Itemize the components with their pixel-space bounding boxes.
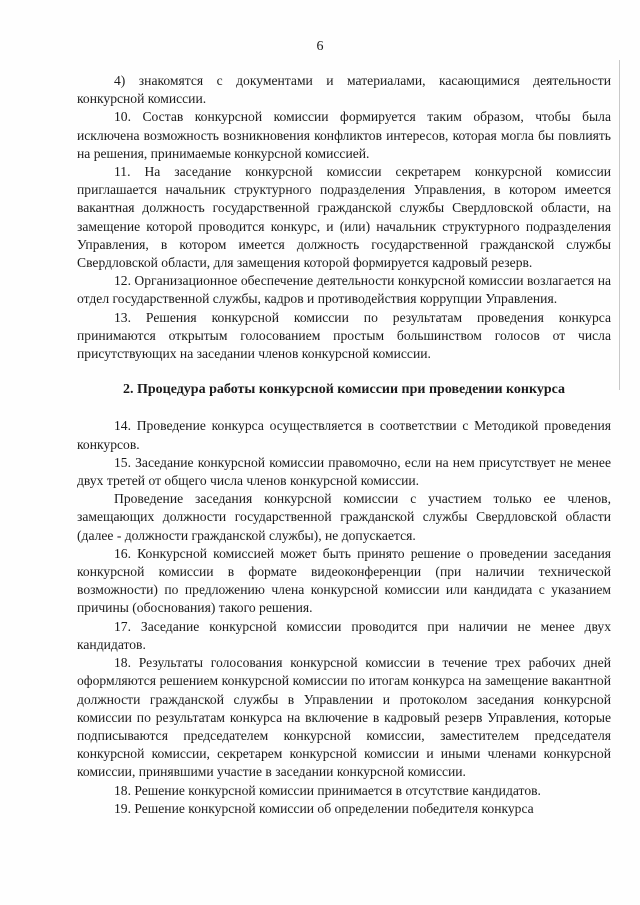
paragraph-14: 14. Проведение конкурса осуществляется в соответствии с Методикой проведения конкурсов. bbox=[77, 418, 611, 452]
section-heading: 2. Процедура работы конкурсной комиссии при проведении конкурса bbox=[122, 382, 566, 398]
paragraph-12: 12. Организационное обеспечение деятельности конкурсной комиссии возлагается на отдел государственной службы, кадров и противодействия коррупции Управления. bbox=[77, 273, 612, 307]
paragraph-18-second: 18. Решение конкурсной комиссии принимается в отсутствие кандидатов. bbox=[114, 782, 541, 798]
paragraph-17: 17. Заседание конкурсной комиссии проводится при наличии не менее двух кандидатов. bbox=[77, 618, 611, 652]
scan-edge-line bbox=[619, 60, 620, 390]
paragraph-15: 15. Заседание конкурсной комиссии правомочно, если на нем присутствует не менее двух третей от общего числа членов конкурсной комиссии. bbox=[77, 454, 611, 489]
paragraph-item-4: 4) знакомятся с документами и материалами, касающимися деятельности конкурсной комиссии. bbox=[77, 73, 611, 107]
paragraph-13: 13. Решения конкурсной комиссии по результатам проведения конкурса принимаются открытым голосованием простым большинством голосов от числа присутствующих на заседании членов конкурсной комиссии. bbox=[77, 309, 611, 362]
paragraph-19: 19. Решение конкурсной комиссии об определении победителя конкурса bbox=[114, 800, 534, 816]
paragraph-16: 16. Конкурсной комиссией может быть принято решение о проведении заседания конкурсной комиссии в формате видеоконференции (при наличии технической возможности) по предложению члена конкурсной комиссии или кандидата с указанием причины (обоснования) такого решения. bbox=[77, 545, 611, 616]
document-body bbox=[77, 72, 611, 818]
paragraph-10: 10. Состав конкурсной комиссии формируется таким образом, чтобы была исключена возможность возникновения конфликтов интересов, которая могла бы повлиять на решения, принимаемые конкурсной комиссией. bbox=[77, 109, 611, 161]
page-number: 6 bbox=[316, 39, 324, 54]
paragraph-15-continued: Проведение заседания конкурсной комиссии с участием только ее членов, замещающих должности государственной гражданской службы Свердловской области (далее - должности гражданской службы), не допускается. bbox=[77, 491, 611, 543]
paragraph-18: 18. Результаты голосования конкурсной комиссии в течение трех рабочих дней оформляются решением конкурсной комиссии по итогам конкурса на замещение вакантной должности гражданской службы в Управлении и протоколом заседания конкурсной комиссии по результатам конкурса на включение в кадровый резерв Управления, которые подписываются председателем конкурсной комиссии, заместителем председателя конкурсной комиссии, секретарем конкурсной комиссии и иными членами конкурсной комиссии, принявшими участие в заседании конкурсной комиссии. bbox=[77, 655, 611, 780]
paragraph-11: 11. На заседание конкурсной комиссии секретарем конкурсной комиссии приглашается начальник структурного подразделения Управления, в котором имеется вакантная должность государственной гражданской службы Свердловской области, на замещение которой проводится конкурс, и (или) начальник структурного подразделения Управления, в котором имеется должность государственной гражданской службы Свердловской области, для замещения которой формируется кадровый резерв. bbox=[77, 164, 611, 271]
